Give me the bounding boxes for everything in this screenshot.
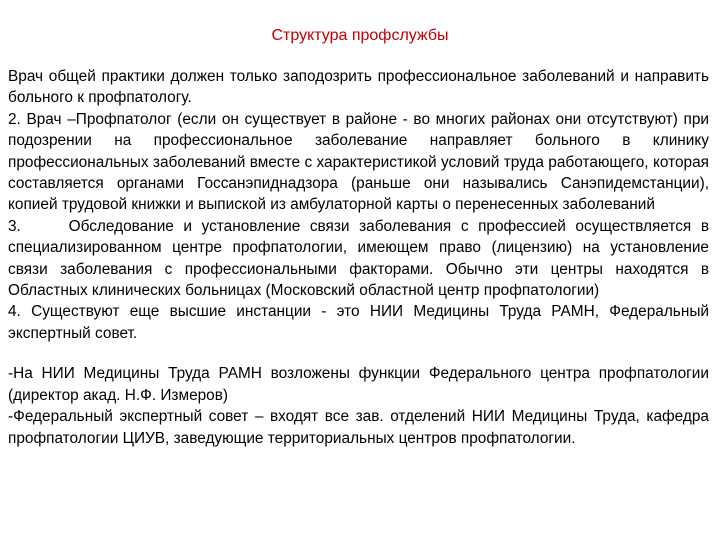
paragraph-profpathologist: 2. Врач –Профпатолог (если он существует в районе - во многих районах они отсутствуют) при подозрении на профессиональное заболевание направляет больного в клинику профессиональных заболеваний вместе с характеристикой условий труда работающего, которая составляется органами Госсанэпиднадзора (раньше они назывались Санэпидемстанции), копией трудовой книжки и выпиской из амбулаторной карты о перенесенных заболеваний [8,110,709,214]
slide-title: Структура профслужбы [271,27,449,44]
paragraph-gp: Врач общей практики должен только заподозрить профессиональное заболеваний и направить больного к профпатологу. [8,68,709,107]
slide-body [8,66,714,449]
spacer [8,344,709,363]
paragraph-examination: 3. Обследование и установление связи заболевания с профессией осуществляется в специализированном центре профпатологии, имеющем право (лицензию) на установление связи заболевания с профессиональными факторами. Обычно эти центры находятся в Областных клинических больницах (Московский областной центр профпатологии) [8,217,714,300]
paragraph-higher-instances: 4. Существуют еще высшие инстанции - это НИИ Медицины Труда РАМН, Федеральный экспертный совет. [8,303,709,342]
note-expert-council: -Федеральный экспертный совет – входят все зав. отделений НИИ Медицины Труда, кафедра профпатологии ЦИУВ, заведующие территориальных центров профпатологии. [8,408,709,447]
note-institute: -На НИИ Медицины Труда РАМН возложены функции Федерального центра профпатологии (директор акад. Н.Ф. Измеров) [8,365,709,404]
